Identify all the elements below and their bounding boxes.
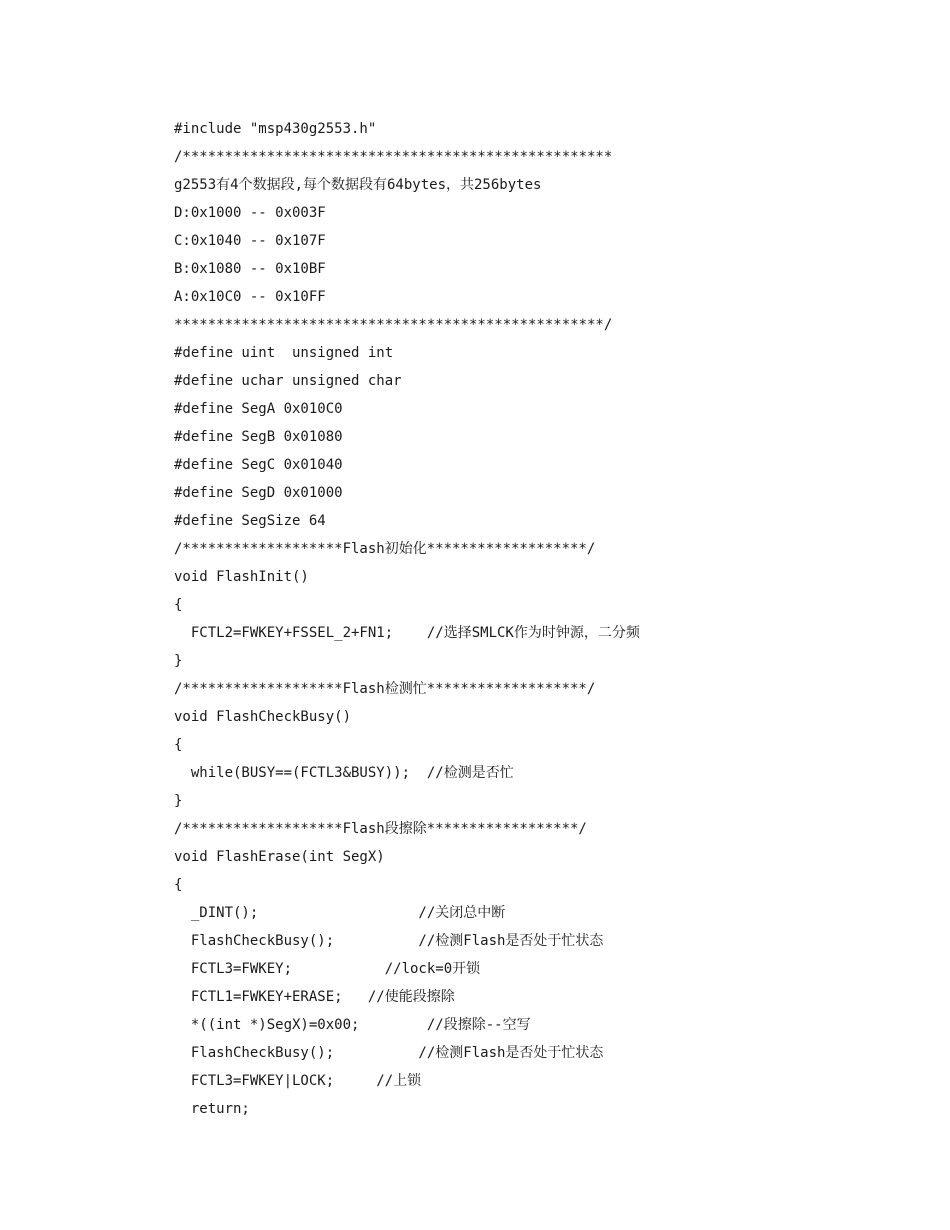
code-line: #define uint unsigned int [174,345,394,361]
code-line: { [174,597,183,613]
code-listing [174,115,914,1123]
code-line: FCTL2=FWKEY+FSSEL_2+FN1; //选择SMLCK作为时钟源，二分频 [174,625,640,641]
code-line: /*************************************************** [174,149,613,165]
code-line: FlashCheckBusy(); //检测Flash是否处于忙状态 [174,1045,604,1061]
code-line: g2553有4个数据段,每个数据段有64bytes，共256bytes [174,177,542,193]
code-line: void FlashErase(int SegX) [174,849,385,865]
code-line: { [174,877,183,893]
code-line: #define uchar unsigned char [174,373,402,389]
code-line: return; [174,1101,250,1117]
code-line: C:0x1040 -- 0x107F [174,233,326,249]
code-line: #define SegB 0x01080 [174,429,343,445]
code-line: /*******************Flash检测忙*******************/ [174,681,596,697]
code-line: FCTL3=FWKEY|LOCK; //上锁 [174,1073,422,1089]
code-line: ***************************************************/ [174,317,613,333]
code-line: FCTL1=FWKEY+ERASE; //使能段擦除 [174,989,455,1005]
code-line: } [174,793,183,809]
code-line: void FlashCheckBusy() [174,709,352,725]
code-line: B:0x1080 -- 0x10BF [174,261,326,277]
code-line: /*******************Flash段擦除******************/ [174,821,587,837]
code-line: #define SegA 0x010C0 [174,401,343,417]
code-line: #define SegC 0x01040 [174,457,343,473]
code-line: #define SegSize 64 [174,513,326,529]
code-line: *((int *)SegX)=0x00; //段擦除--空写 [174,1017,531,1033]
code-line: FlashCheckBusy(); //检测Flash是否处于忙状态 [174,933,604,949]
code-line: FCTL3=FWKEY; //lock=0开锁 [174,961,481,977]
code-line: } [174,653,183,669]
code-line: while(BUSY==(FCTL3&BUSY)); //检测是否忙 [174,765,514,781]
code-line: { [174,737,183,753]
code-line: void FlashInit() [174,569,309,585]
code-line: D:0x1000 -- 0x003F [174,205,326,221]
code-line: #define SegD 0x01000 [174,485,343,501]
code-line: A:0x10C0 -- 0x10FF [174,289,326,305]
code-line: #include "msp430g2553.h" [174,121,377,137]
code-line: _DINT(); //关闭总中断 [174,905,506,921]
code-line: /*******************Flash初始化*******************/ [174,541,596,557]
